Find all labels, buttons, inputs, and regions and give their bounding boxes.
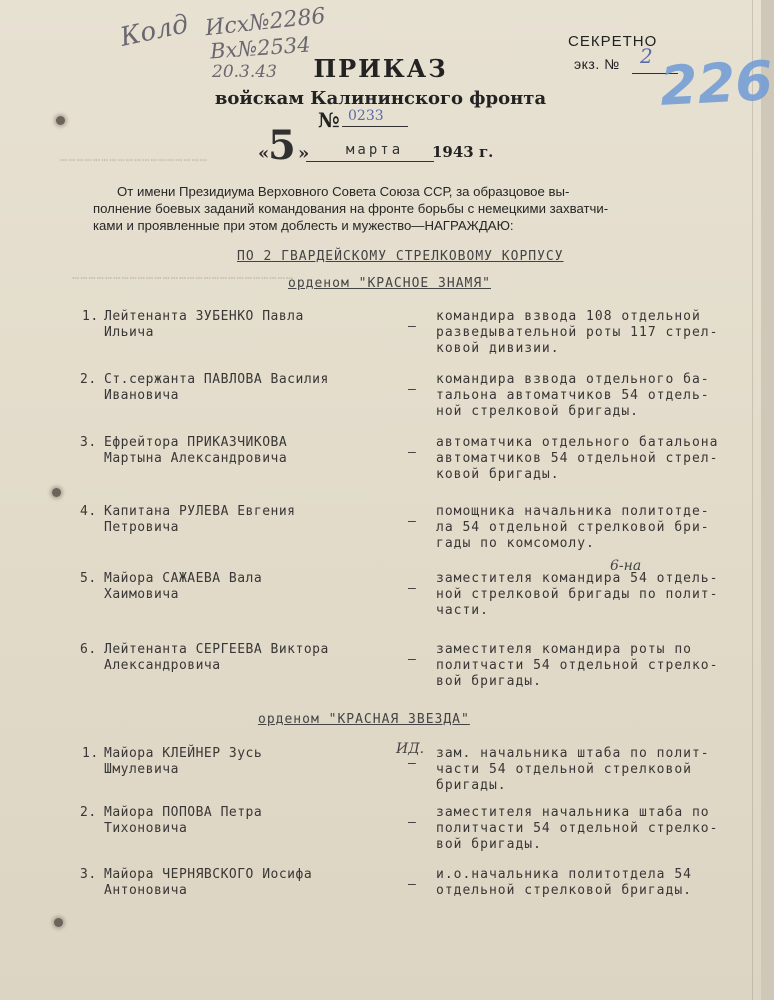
copy-label: экз. № — [574, 56, 620, 72]
entry-number: 3. — [80, 867, 97, 882]
entry-name-line: Ивановича — [104, 388, 179, 403]
archive-number-stamp: 226 — [658, 49, 774, 118]
entry-name-line: Ильича — [104, 325, 154, 340]
entry-name-line: Майора КЛЕЙНЕР Зусь — [104, 746, 263, 761]
entry-dash: – — [408, 514, 417, 529]
entry-description-line: тальона автоматчиков 54 отдель- — [436, 388, 710, 403]
punch-hole — [52, 488, 61, 497]
entry-name-line: Ст.сержанта ПАВЛОВА Василия — [104, 372, 329, 387]
entry-description-line: автоматчика отдельного батальона — [436, 435, 719, 450]
entry-dash: – — [408, 652, 417, 667]
date-day: 5 — [268, 122, 296, 169]
handwritten-correction: 6-на — [610, 558, 642, 574]
entry-number: 2. — [80, 372, 97, 387]
date-month: марта — [346, 142, 404, 158]
date-year: 1943 г. — [432, 143, 494, 161]
entry-description-line: заместителя командира 54 отдель- — [436, 571, 719, 586]
handwritten-corner-note: Колд — [117, 9, 192, 53]
entry-number: 1. — [82, 309, 99, 324]
entry-name-line: Лейтенанта СЕРГЕЕВА Виктора — [104, 642, 329, 657]
corps-heading: ПО 2 ГВАРДЕЙСКОМУ СТРЕЛКОВОМУ КОРПУСУ — [237, 249, 564, 264]
entry-description-line: бригады. — [436, 778, 507, 793]
entry-name-line: Ефрейтора ПРИКАЗЧИКОВА — [104, 435, 288, 450]
entry-description-line: автоматчиков 54 отдельной стрел- — [436, 451, 719, 466]
order-subtitle: войскам Калининского фронта — [214, 88, 547, 109]
entry-number: 1. — [82, 746, 99, 761]
handwritten-ref-2: Вх№2534 — [209, 32, 312, 64]
entry-dash: – — [408, 756, 417, 771]
copy-number: 2 — [640, 44, 653, 68]
handwritten-prefix: ИД. — [396, 741, 425, 757]
entry-name-line: Майора САЖАЕВА Вала — [104, 571, 263, 586]
entry-description-line: командира взвода отдельного ба- — [436, 372, 710, 387]
entry-dash: – — [408, 581, 417, 596]
award-section-title: орденом "КРАСНОЕ ЗНАМЯ" — [288, 276, 492, 291]
entry-dash: – — [408, 815, 417, 830]
entry-name-line: Антоновича — [104, 883, 188, 898]
entry-description-line: разведывательной роты 117 стрел- — [436, 325, 719, 340]
entry-description-line: части. — [436, 603, 489, 618]
entry-description-line: заместителя командира роты по — [436, 642, 692, 657]
entry-description-line: ковой бригады. — [436, 467, 560, 482]
punch-hole — [56, 116, 65, 125]
entry-dash: – — [408, 445, 417, 460]
entry-name-line: Александровича — [104, 658, 221, 673]
handwritten-ref-date: 20.3.43 — [212, 62, 277, 82]
entry-name-line: Майора ЧЕРНЯВСКОГО Иосифа — [104, 867, 313, 882]
page-fold-line — [752, 0, 753, 1000]
entry-description-line: отдельной стрелковой бригады. — [436, 883, 692, 898]
date-close-quote: » — [298, 143, 310, 164]
punch-hole — [54, 918, 63, 927]
entry-description-line: зам. начальника штаба по полит- — [436, 746, 710, 761]
entry-description-line: ной стрелковой бригады. — [436, 404, 640, 419]
secret-label: СЕКРЕТНО — [568, 33, 658, 50]
date-month-line — [306, 161, 434, 162]
order-title: ПРИКАЗ — [313, 54, 448, 83]
entry-name-line: Хаимовича — [104, 587, 179, 602]
entry-number: 6. — [80, 642, 97, 657]
entry-description-line: помощника начальника политотде- — [436, 504, 710, 519]
entry-number: 2. — [80, 805, 97, 820]
entry-description-line: ковой дивизии. — [436, 341, 560, 356]
entry-description-line: политчасти 54 отдельной стрелко- — [436, 821, 719, 836]
entry-description-line: вой бригады. — [436, 674, 542, 689]
entry-description-line: гады по комсомолу. — [436, 536, 595, 551]
entry-dash: – — [408, 319, 417, 334]
entry-name-line: Шмулевича — [104, 762, 179, 777]
entry-name-line: Капитана РУЛЕВА Евгения — [104, 504, 296, 519]
entry-dash: – — [408, 382, 417, 397]
date-open-quote: « — [258, 143, 270, 164]
entry-name-line: Лейтенанта ЗУБЕНКО Павла — [104, 309, 304, 324]
entry-description-line: ла 54 отдельной стрелковой бри- — [436, 520, 710, 535]
entry-description-line: вой бригады. — [436, 837, 542, 852]
award-section-title: орденом "КРАСНАЯ ЗВЕЗДА" — [258, 712, 470, 727]
entry-description-line: части 54 отдельной стрелковой — [436, 762, 692, 777]
order-number-line — [342, 126, 408, 127]
intro-line: От имени Президиума Верховного Совета Союза ССР, за образцовое вы- — [117, 184, 570, 199]
intro-paragraph — [93, 183, 673, 234]
entry-name-line: Петровича — [104, 520, 179, 535]
entry-number: 5. — [80, 571, 97, 586]
handwritten-ref-1: Исх№2286 — [204, 3, 327, 42]
number-sign: № — [318, 108, 340, 132]
entry-description-line: командира взвода 108 отдельной — [436, 309, 701, 324]
entry-description-line: и.о.начальника политотдела 54 — [436, 867, 692, 882]
entry-description-line: ной стрелковой бригады по полит- — [436, 587, 719, 602]
entry-name-line: Тихоновича — [104, 821, 188, 836]
entry-description-line: политчасти 54 отдельной стрелко- — [436, 658, 719, 673]
entry-name-line: Мартына Александровича — [104, 451, 288, 466]
order-number: 0233 — [348, 108, 384, 124]
entry-number: 3. — [80, 435, 97, 450]
entry-number: 4. — [80, 504, 97, 519]
intro-line: ками и проявленные при этом доблесть и мужество—НАГРАЖДАЮ: — [93, 218, 514, 233]
entry-name-line: Майора ПОПОВА Петра — [104, 805, 263, 820]
intro-line: полнение боевых заданий командования на фронте борьбы с немецкими захватчи- — [93, 201, 609, 216]
document-page: Колд Исх№2286 Вх№2534 20.3.43 СЕКРЕТНО экз. № 2 226 ПРИКАЗ войскам Калининского фронта № 0233 « 5 » марта 1943 г. ……………………………………………… ……………………………………………………………………… От имени Президиума Верховного Совета Союза ССР, за образцовое вы- полнение боевых заданий командования на фронте борьбы с немецкими захватчи- ками и проявленные при этом доблесть и мужество—НАГРАЖДАЮ: ПО 2 ГВАРДЕЙСКОМУ СТРЕЛКОВОМУ КОРПУСУ орденом "КРАСНОЕ ЗНАМЯ" 1. Лейтенанта ЗУБЕНКО Павла Ильича – командира взвода 108 отдельной разведывательной роты 117 стрел- ковой дивизии. 2. Ст.сержанта ПАВЛОВА Василия Ивановича – командира взвода отдельного ба- тальона автоматчиков 54 отдель- ной стрелковой бригады. 3. Ефрейтора ПРИКАЗЧИКОВА Мартына Александровича – автоматчика отдельного батальона автоматчиков 54 отдельной стрел- ковой бригады. 4. Капитана РУЛЕВА Евгения Петровича – помощника начальника политотде- ла 54 отдельной стрелковой бри- гады по комсомолу. 5. Майора САЖАЕВА Вала Хаимовича – заместителя командира 54 отдель- ной стрелковой бригады по полит- части. 6-на 6. Лейтенанта СЕРГЕЕВА Виктора Александровича – заместителя командира роты по политчасти 54 отдельной стрелко- вой бригады. орденом "КРАСНАЯ ЗВЕЗДА" 1. Майора КЛЕЙНЕР Зусь Шмулевича – зам. начальника штаба по полит- части 54 отдельной стрелковой бригады. ИД. 2. Майора ПОПОВА Петра Тихоновича – заместителя начальника штаба по политчасти 54 отдельной стрелко- вой бригады. 3. Майора ЧЕРНЯВСКОГО Иосифа Антоновича – и.о.начальника политотдела 54 отдельной стрелковой бригады. — [0, 0, 761, 1000]
entry-dash: – — [408, 877, 417, 892]
entry-description-line: заместителя начальника штаба по — [436, 805, 710, 820]
